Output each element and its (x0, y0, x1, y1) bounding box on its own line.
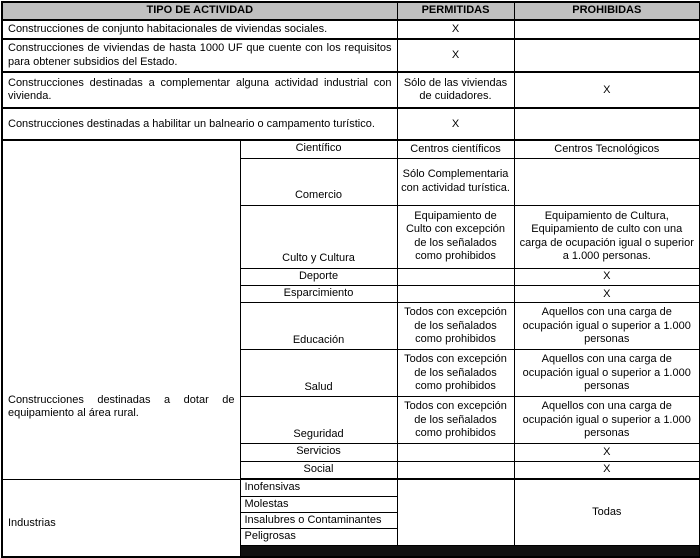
category-cell: Educación (240, 303, 397, 350)
row-actividad-industrial (2, 72, 700, 108)
prohibited-cell: Aquellos con una carga de ocupación igual o superior a 1.000 personas (514, 397, 700, 444)
prohibited-cell: X (514, 444, 700, 461)
category-cell: Peligrosas (240, 529, 397, 545)
permitted-cell: X (397, 39, 514, 72)
permitted-cell: Equipamiento de Culto con excepción de los señalados como prohibidos (397, 205, 514, 268)
category-cell: Culto y Cultura (240, 205, 397, 268)
permitted-cell (397, 461, 514, 479)
row-inofensivas (2, 479, 700, 496)
prohibited-cell: X (514, 72, 700, 108)
row-viviendas-sociales (2, 20, 700, 39)
permitted-cell: Todos con excepción de los señalados como prohibidos (397, 397, 514, 444)
row-viviendas-1000uf (2, 39, 700, 72)
activity-cell: Construcciones de viviendas de hasta 1000 UF que cuente con los requisitos para obtener subsidios del Estado. (2, 39, 397, 72)
permitted-cell: X (397, 20, 514, 39)
prohibited-cell: Aquellos con una carga de ocupación igual o superior a 1.000 personas (514, 350, 700, 397)
col-header-permitidas: PERMITIDAS (397, 2, 514, 20)
category-cell: Salud (240, 350, 397, 397)
category-cell: Insalubres o Contaminantes (240, 513, 397, 529)
prohibited-cell: X (514, 286, 700, 303)
bottom-black-bar (240, 545, 700, 557)
prohibited-cell (514, 108, 700, 140)
activity-cell: Construcciones de conjunto habitacionales de viviendas sociales. (2, 20, 397, 39)
category-cell: Servicios (240, 444, 397, 461)
permitted-cell: X (397, 108, 514, 140)
permitted-cell (397, 479, 514, 545)
permitted-cell: Todos con excepción de los señalados como prohibidos (397, 350, 514, 397)
activity-cell: Construcciones destinadas a complementar alguna actividad industrial con vivienda. (2, 72, 397, 108)
prohibited-cell: Aquellos con una carga de ocupación igual o superior a 1.000 personas (514, 303, 700, 350)
permitted-cell: Todos con excepción de los señalados como prohibidos (397, 303, 514, 350)
category-cell: Molestas (240, 496, 397, 512)
prohibited-cell (514, 158, 700, 205)
permitted-cell (397, 286, 514, 303)
category-cell: Social (240, 461, 397, 479)
permitted-cell (397, 444, 514, 461)
permitted-cell: Sólo Complementaria con actividad turística. (397, 158, 514, 205)
category-cell: Comercio (240, 158, 397, 205)
header-row (2, 2, 700, 20)
prohibited-cell: X (514, 268, 700, 285)
col-header-activity: TIPO DE ACTIVIDAD (2, 2, 397, 20)
col-header-prohibidas: PROHIBIDAS (514, 2, 700, 20)
row-balneario (2, 108, 700, 140)
equipment-section-label: Construcciones destinadas a dotar de equipamiento al área rural. (2, 140, 240, 479)
permitted-cell: Sólo de las viviendas de cuidadores. (397, 72, 514, 108)
industries-section-label: Industrias (2, 479, 240, 557)
category-cell: Esparcimiento (240, 286, 397, 303)
category-cell: Científico (240, 140, 397, 158)
prohibited-cell (514, 39, 700, 72)
prohibited-cell: X (514, 461, 700, 479)
prohibited-cell (514, 20, 700, 39)
category-cell: Seguridad (240, 397, 397, 444)
permitted-cell (397, 268, 514, 285)
category-cell: Deporte (240, 268, 397, 285)
row-cientifico (2, 140, 700, 158)
permitted-cell: Centros científicos (397, 140, 514, 158)
prohibited-cell: Todas (514, 479, 700, 545)
activity-table (1, 1, 700, 558)
prohibited-cell: Centros Tecnológicos (514, 140, 700, 158)
prohibited-cell: Equipamiento de Cultura, Equipamiento de culto con una carga de ocupación igual o superior a 1.000 personas. (514, 205, 700, 268)
category-cell: Inofensivas (240, 479, 397, 496)
activity-cell: Construcciones destinadas a habilitar un balneario o campamento turístico. (2, 108, 397, 140)
